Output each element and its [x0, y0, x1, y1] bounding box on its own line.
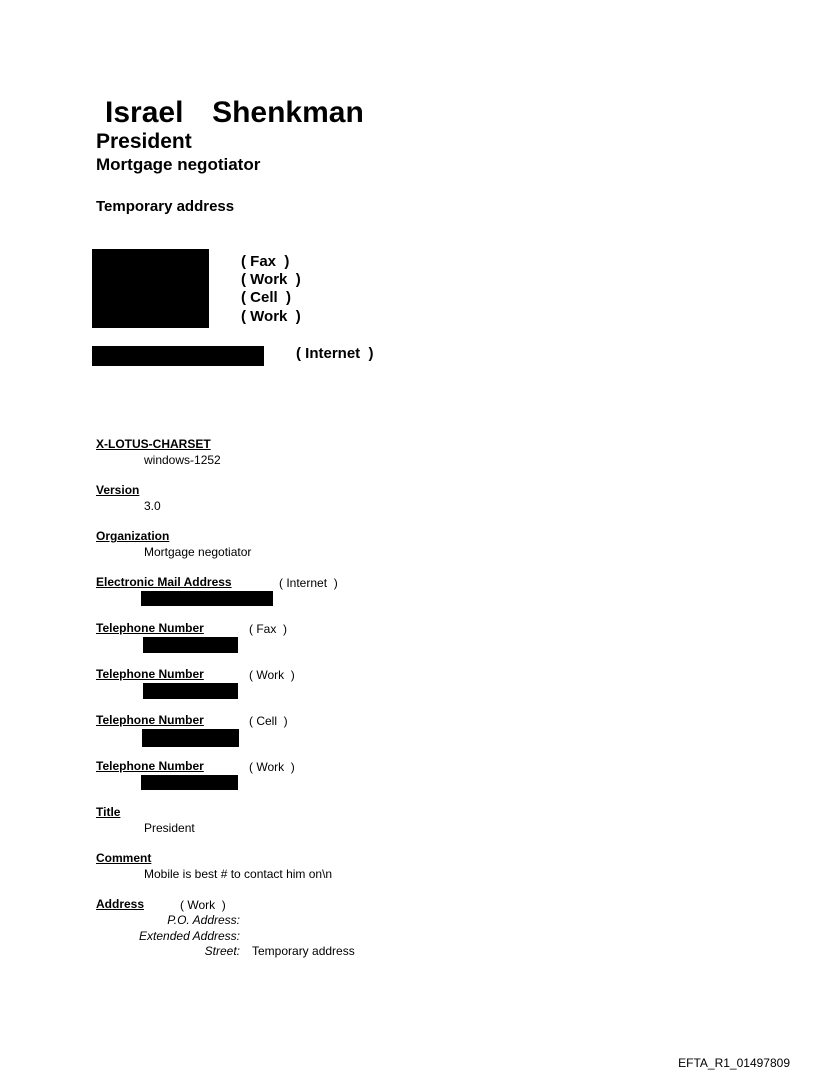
- field-tag-phone-fax: ( Fax ): [249, 622, 287, 636]
- field-label-comment: Comment: [96, 851, 152, 865]
- field-label-phone-cell: Telephone Number: [96, 713, 204, 727]
- redacted-email: [92, 346, 264, 366]
- redacted-phone-block: [92, 249, 209, 328]
- field-label-phone-work: Telephone Number: [96, 667, 204, 681]
- field-tag-phone-cell: ( Cell ): [249, 714, 288, 728]
- email-label-internet: ( Internet ): [296, 345, 374, 362]
- redacted-phone-work: [143, 683, 238, 699]
- address-po-label: P.O. Address:: [167, 913, 240, 927]
- field-label-phone-work-2: Telephone Number: [96, 759, 204, 773]
- contact-name: Israel Shenkman: [105, 96, 364, 129]
- field-label-phone-fax: Telephone Number: [96, 621, 204, 635]
- field-tag-phone-work: ( Work ): [249, 668, 295, 682]
- address-street-value: Temporary address: [252, 944, 355, 958]
- address-extended-label: Extended Address:: [139, 929, 240, 943]
- field-label-charset: X-LOTUS-CHARSET: [96, 437, 211, 451]
- field-label-version: Version: [96, 483, 140, 497]
- phone-label-fax: ( Fax ): [241, 253, 290, 270]
- field-value-charset: windows-1252: [144, 453, 221, 467]
- address-street-label: Street:: [204, 944, 240, 958]
- field-value-organization: Mortgage negotiator: [144, 545, 252, 559]
- phone-label-work: ( Work ): [241, 271, 301, 288]
- field-value-version: 3.0: [144, 499, 161, 513]
- redacted-phone-cell: [142, 729, 239, 747]
- field-value-comment: Mobile is best # to contact him on\n: [144, 867, 333, 881]
- field-label-title: Title: [96, 805, 121, 819]
- field-label-organization: Organization: [96, 529, 170, 543]
- field-tag-email: ( Internet ): [279, 576, 338, 590]
- field-tag-address: ( Work ): [180, 898, 226, 912]
- phone-label-work-2: ( Work ): [241, 308, 301, 325]
- redacted-phone-fax: [143, 637, 238, 653]
- redacted-phone-work-2: [141, 775, 238, 790]
- field-value-title: President: [144, 821, 195, 835]
- contact-organization: Mortgage negotiator: [96, 155, 261, 174]
- field-label-email: Electronic Mail Address: [96, 575, 232, 589]
- document-id: EFTA_R1_01497809: [678, 1056, 790, 1070]
- contact-title: President: [96, 130, 192, 153]
- field-tag-phone-work-2: ( Work ): [249, 760, 295, 774]
- phone-label-cell: ( Cell ): [241, 289, 292, 306]
- contact-address-heading: Temporary address: [96, 198, 235, 215]
- field-label-address: Address: [96, 897, 145, 911]
- redacted-email-value: [141, 591, 273, 606]
